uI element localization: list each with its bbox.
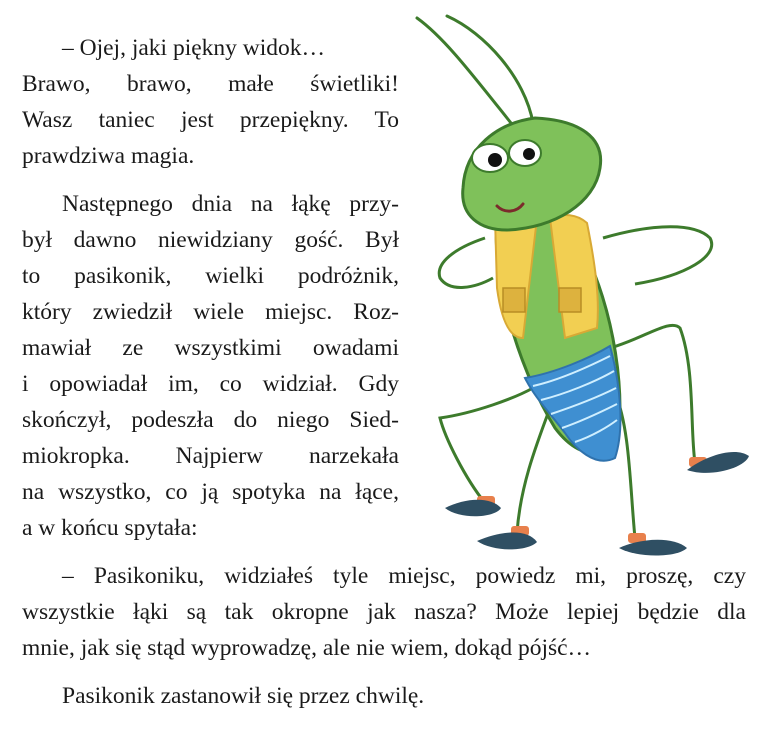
arm-left-icon: [439, 238, 493, 287]
text-line-17: mnie, jak się stąd wyprowadzę, ale nie wiem, dokąd pójść…: [22, 635, 592, 661]
text-line-18: Pasikonik zastanowił się przez chwilę.: [62, 683, 425, 709]
text-line-6: był dawno niewidziany gość. Był: [22, 227, 399, 253]
grasshopper-illustration: [405, 8, 765, 568]
text-line-5: Następnego dnia na łąkę przy-: [62, 191, 399, 217]
text-line-16: wszystkie łąki są tak okropne jak nasza? Może lepiej będzie dla: [22, 599, 746, 625]
text-line-4: prawdziwa magia.: [22, 143, 195, 169]
text-line-13: na wszystko, co ją spotyka na łące,: [22, 479, 399, 505]
vest-pocket-left-icon: [503, 288, 525, 312]
arm-right-icon: [603, 227, 712, 284]
text-line-14: a w końcu spytała:: [22, 515, 198, 541]
text-line-12: miokropka. Najpierw narzekała: [22, 443, 399, 469]
text-line-1: – Ojej, jaki piękny widok…: [62, 35, 326, 61]
leg-back-left-icon: [440, 388, 533, 503]
text-line-9: mawiał ze wszystkimi owadami: [22, 335, 399, 361]
antenna-left-icon: [417, 18, 515, 128]
text-line-10: i opowiadał im, co widział. Gdy: [22, 371, 399, 397]
vest-pocket-right-icon: [559, 288, 581, 312]
leg-front-left-icon: [517, 408, 550, 533]
text-line-11: skończył, podeszła do niego Sied-: [22, 407, 399, 433]
text-line-2: Brawo, brawo, małe świetliki!: [22, 71, 399, 97]
text-line-7: to pasikonik, wielki podróżnik,: [22, 263, 399, 289]
antenna-right-icon: [447, 16, 533, 123]
leg-right-icon: [610, 325, 695, 463]
text-line-3: Wasz taniec jest przepiękny. To: [22, 107, 399, 133]
text-line-8: który zwiedził wiele miejsc. Roz-: [22, 299, 399, 325]
grasshopper-head-icon: [463, 118, 601, 230]
text-line-15: – Pasikoniku, widziałeś tyle miejsc, powiedz mi, proszę, czy: [62, 563, 746, 589]
